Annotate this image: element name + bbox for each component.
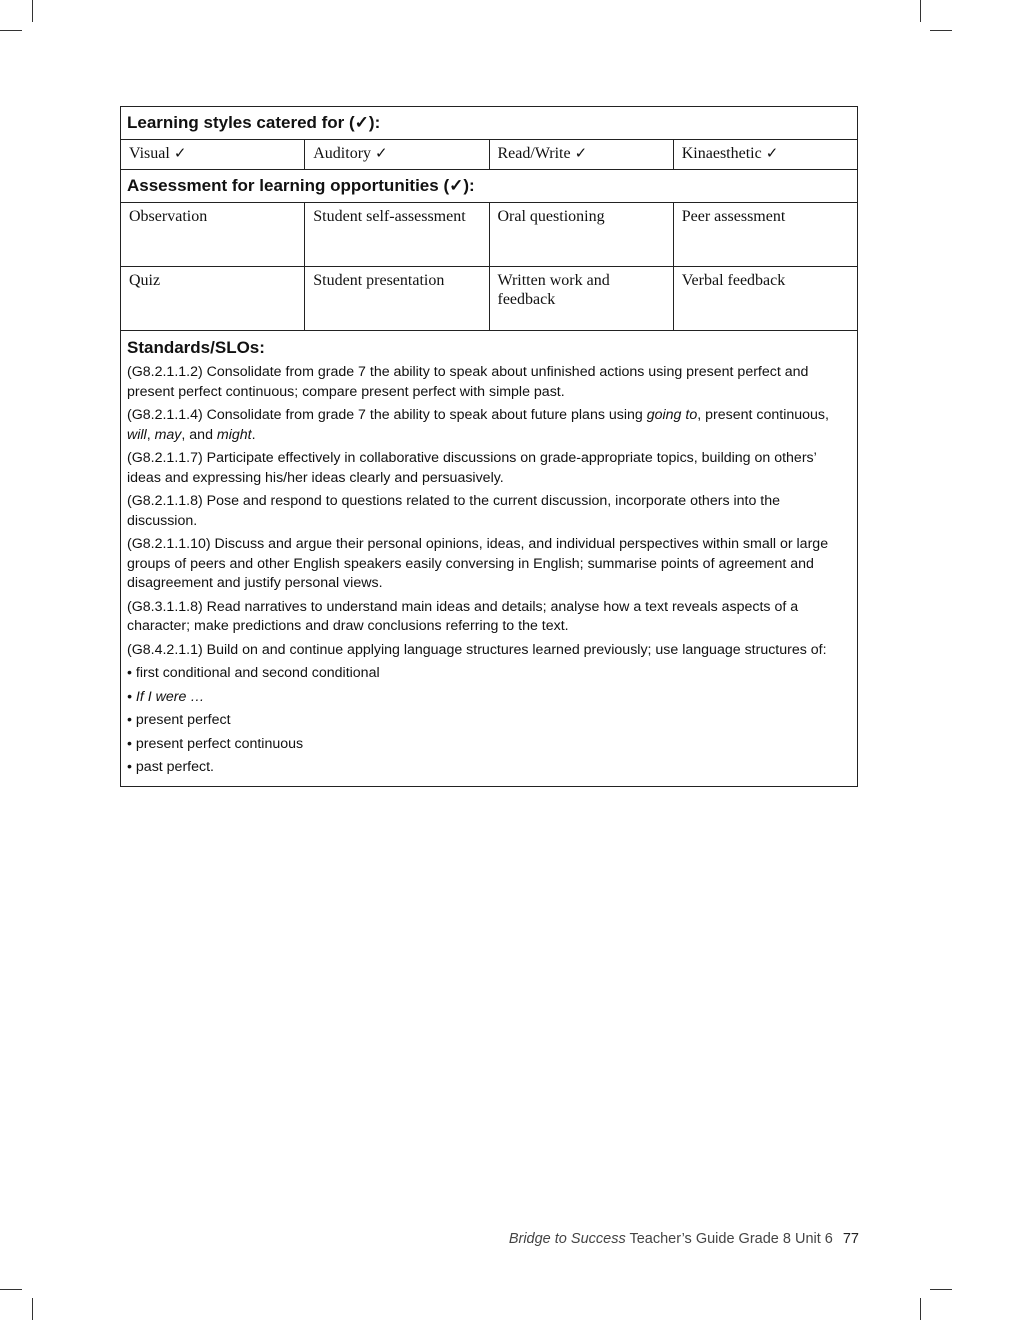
slo-item: (G8.2.1.1.10) Discuss and argue their personal opinions, ideas, and individual perspectives within small or large groups of peers and other English speakers easily conversing in English; summarise points of agreement and disagreement and justify personal views. bbox=[127, 536, 829, 591]
crop-mark bbox=[930, 1289, 952, 1290]
style-auditory: Auditory ✓ bbox=[305, 140, 489, 169]
assessment-cell: Quiz bbox=[121, 267, 305, 330]
standards-row bbox=[121, 331, 857, 786]
check-icon: ✓ bbox=[173, 144, 187, 162]
standards-section bbox=[121, 331, 857, 786]
bullet-item: • present perfect bbox=[127, 712, 231, 728]
assessment-row-2 bbox=[121, 267, 857, 331]
slo-item: (G8.2.1.1.2) Consolidate from grade 7 the ability to speak about unfinished actions using present perfect and present perfect continuous; compare present perfect with simple past. bbox=[127, 364, 809, 400]
assessment-cell: Oral questioning bbox=[490, 203, 674, 266]
crop-mark bbox=[0, 30, 22, 31]
slo-item: (G8.2.1.1.8) Pose and respond to questions related to the current discussion, incorporate others into the discussion. bbox=[127, 493, 781, 529]
page-number: 77 bbox=[842, 1231, 859, 1247]
assessment-cell: Peer assessment bbox=[681, 208, 786, 225]
style-kinaesthetic: Kinaesthetic ✓ bbox=[681, 144, 779, 162]
bullet-item: • If I were … bbox=[127, 688, 205, 705]
assessment-heading: Assessment for learning opportunities (✓): bbox=[127, 176, 475, 195]
check-icon: ✓ bbox=[574, 144, 588, 162]
assessment-row-1 bbox=[121, 203, 857, 267]
slo-item: (G8.3.1.1.8) Read narratives to understand main ideas and details; analyse how a text reveals aspects of a character; make predictions and draw conclusions referring to the text. bbox=[127, 598, 799, 634]
style-visual: Visual ✓ bbox=[121, 140, 305, 169]
page-footer bbox=[509, 1231, 859, 1247]
slo-item: (G8.2.1.1.4) Consolidate from grade 7 the ability to speak about future plans using going to, present continuous, will, may, and might. bbox=[127, 407, 829, 443]
bullet-item: • present perfect continuous bbox=[127, 735, 304, 752]
bullet-item: • first conditional and second conditional bbox=[127, 665, 380, 681]
crop-mark bbox=[930, 30, 952, 31]
assessment-cell: Student presentation bbox=[305, 267, 489, 330]
crop-mark bbox=[32, 0, 33, 22]
crop-mark bbox=[32, 1298, 33, 1320]
assessment-cell: Verbal feedback bbox=[681, 272, 786, 289]
assessment-header-row bbox=[121, 170, 857, 203]
crop-mark bbox=[920, 1298, 921, 1320]
book-title: Bridge to Success bbox=[508, 1231, 626, 1247]
slo-item: (G8.2.1.1.7) Participate effectively in collaborative discussions on grade-appropriate topics, building on others’ ideas and expressing his/her ideas clearly and persuasively. bbox=[127, 450, 817, 486]
slo-item: (G8.4.2.1.1) Build on and continue applying language structures learned previously; use language structures of: bbox=[127, 641, 827, 658]
style-read-write: Read/Write ✓ bbox=[490, 140, 674, 169]
bullet-item: • past perfect. bbox=[127, 759, 214, 775]
learning-styles-row bbox=[121, 140, 857, 170]
learning-styles-header-row bbox=[121, 107, 857, 140]
crop-mark bbox=[920, 0, 921, 22]
assessment-cell: Observation bbox=[121, 203, 305, 266]
lesson-plan-table bbox=[120, 106, 858, 787]
check-icon: ✓ bbox=[375, 144, 388, 162]
check-icon: ✓ bbox=[765, 144, 779, 162]
book-subtitle: Teacher’s Guide Grade 8 Unit 6 bbox=[625, 1231, 833, 1247]
learning-styles-heading: Learning styles catered for (✓): bbox=[127, 113, 381, 132]
assessment-cell: Student self-assessment bbox=[305, 203, 489, 266]
crop-mark bbox=[0, 1289, 22, 1290]
assessment-cell: Written work and feedback bbox=[490, 267, 674, 330]
standards-heading: Standards/SLOs: bbox=[127, 338, 265, 357]
